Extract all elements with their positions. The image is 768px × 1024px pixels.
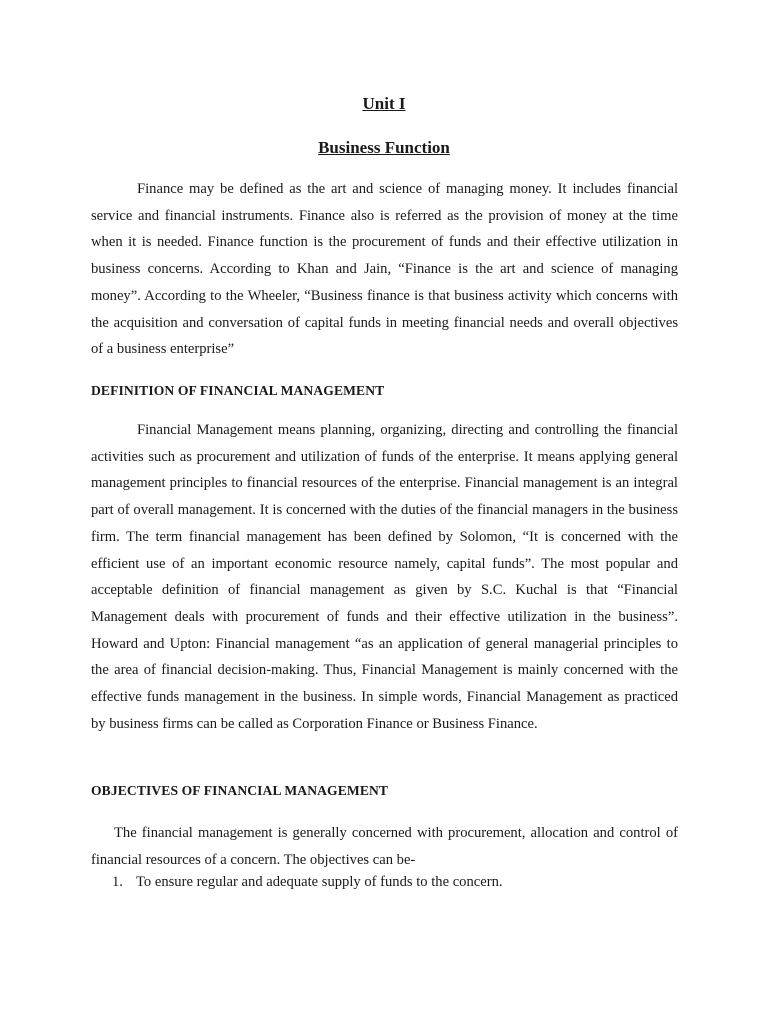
section-title: Business Function (318, 138, 450, 157)
objectives-list (112, 869, 678, 896)
objectives-heading: OBJECTIVES OF FINANCIAL MANAGEMENT (91, 783, 389, 798)
list-item (112, 869, 678, 896)
objectives-paragraph: The financial management is generally concerned with procurement, allocation and control of financial resources of a concern. The objectives can be- (91, 825, 678, 868)
list-item-number: 1. (112, 874, 123, 890)
unit-title: Unit I (362, 94, 406, 113)
list-item-text: To ensure regular and adequate supply of funds to the concern. (136, 874, 503, 890)
definition-paragraph: Financial Management means planning, organizing, directing and controlling the financial activities such as procurement and utilization of funds of the enterprise. It means applying general management principles to financial resources of the enterprise. Financial management is an integral part of overall management. It is concerned with the duties of the financial managers in the business firm. The term financial management has been defined by Solomon, “It is concerned with the efficient use of an important economic resource namely, capital funds”. The most popular and acceptable definition of financial management as given by S.C. Kuchal is that “Financial Management deals with procurement of funds and their effective utilization in the business”. Howard and Upton: Financial management “as an application of general managerial principles to the area of financial decision-making. Thus, Financial Management is mainly concerned with the effective funds management in the business. In simple words, Financial Management as practiced by business firms can be called as Corporation Finance or Business Finance. (91, 422, 678, 732)
definition-heading: DEFINITION OF FINANCIAL MANAGEMENT (91, 383, 385, 398)
intro-paragraph: Finance may be defined as the art and science of managing money. It includes financial service and financial instruments. Finance also is referred as the provision of money at the time when it is needed. Finance function is the procurement of funds and their effective utilization in business concerns. According to Khan and Jain, “Finance is the art and science of managing money”. According to the Wheeler, “Business finance is that business activity which concerns with the acquisition and conversation of capital funds in meeting financial needs and overall objectives of a business enterprise” (91, 181, 678, 358)
